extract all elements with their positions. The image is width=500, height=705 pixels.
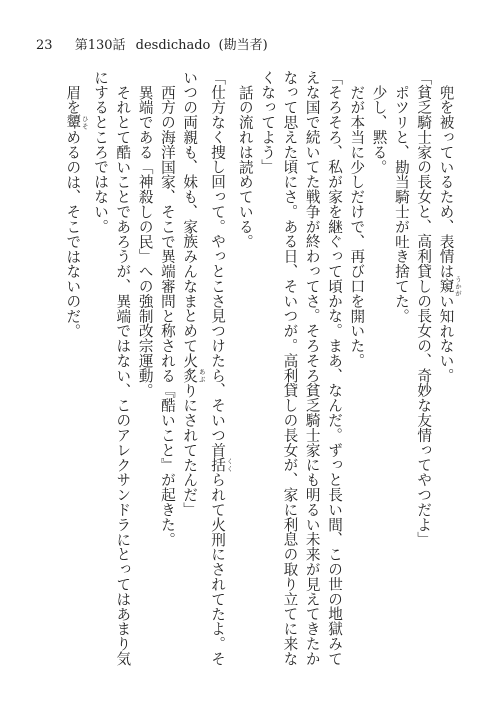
text-line: 異端である「神殺しの民」への強制改宗運動。 (136, 84, 154, 398)
text-line: ポツリと、勘当騎士が吐き捨てた。 (392, 84, 410, 323)
text-line: 西方の海洋国家、そこで異端審問と称される『酷いこと』が起きた。 (158, 84, 176, 547)
page-number: 23 (36, 38, 53, 53)
ruby-text: 括 くく (209, 457, 234, 473)
ruby-text: 窺 うかが (437, 275, 462, 296)
chapter-label: 第130話 (74, 38, 126, 53)
text-segment: めるのは、そこではないのだ。 (64, 129, 82, 338)
text-segment: りにされてたんだ」 (181, 382, 199, 518)
chapter-subtitle: (勘当者) (218, 38, 268, 53)
body-text (32, 70, 462, 690)
ruby-text: 顰 ひそ (64, 114, 89, 130)
running-header (36, 38, 268, 54)
text-segment: 「仕方なく捜し回って。やっとこさ見つけたら、そいつ首 (209, 70, 227, 458)
text-line: それとて酷いことであろうが、異端ではない、このアレクサンドラにとってはあまり気 (114, 84, 132, 666)
text-segment: い知れない。 (437, 293, 455, 383)
text-line (434, 70, 462, 690)
ruby-text: 炙 あぶ (181, 368, 206, 383)
text-segment: 眉を (64, 84, 82, 115)
text-line: 少し、黙る。 (370, 84, 388, 174)
text-segment: 兜を被っているため、表情は (437, 84, 455, 279)
text-line: 「そろそろ、私が家を継ぐって頃かな。まあ、なんだ。ずっと長い間、この世の地獄みて (326, 70, 344, 666)
text-segment: いつの両親も、妹も、家族みんなまとめて火 (181, 70, 199, 368)
text-line: 「貧乏騎士家の長女と、高利貸しの長女の、奇妙な友情ってやつだよ」 (415, 70, 433, 547)
text-segment: られて火刑にされてたよ。そ (209, 472, 227, 667)
text-line (206, 70, 234, 690)
text-line: にするところではない。 (92, 70, 110, 234)
text-line (61, 70, 89, 690)
chapter-title: desdichado (135, 38, 211, 53)
text-line: 話の流れは読めている。 (236, 84, 254, 249)
text-line (178, 70, 206, 690)
text-line: えな国で続いてた戦争が終わってさ。そろそろ貧乏騎士家にも明るい未来が見えてきたか (303, 70, 321, 666)
text-line: くなってよう」 (259, 70, 277, 175)
text-line: なって思えた頃にさ。ある日、そいつが。高利貸しの長女が、家に利息の取り立てに来な (281, 70, 299, 666)
text-line: だが本当に少しだけで、再び口を開いた。 (348, 84, 366, 368)
